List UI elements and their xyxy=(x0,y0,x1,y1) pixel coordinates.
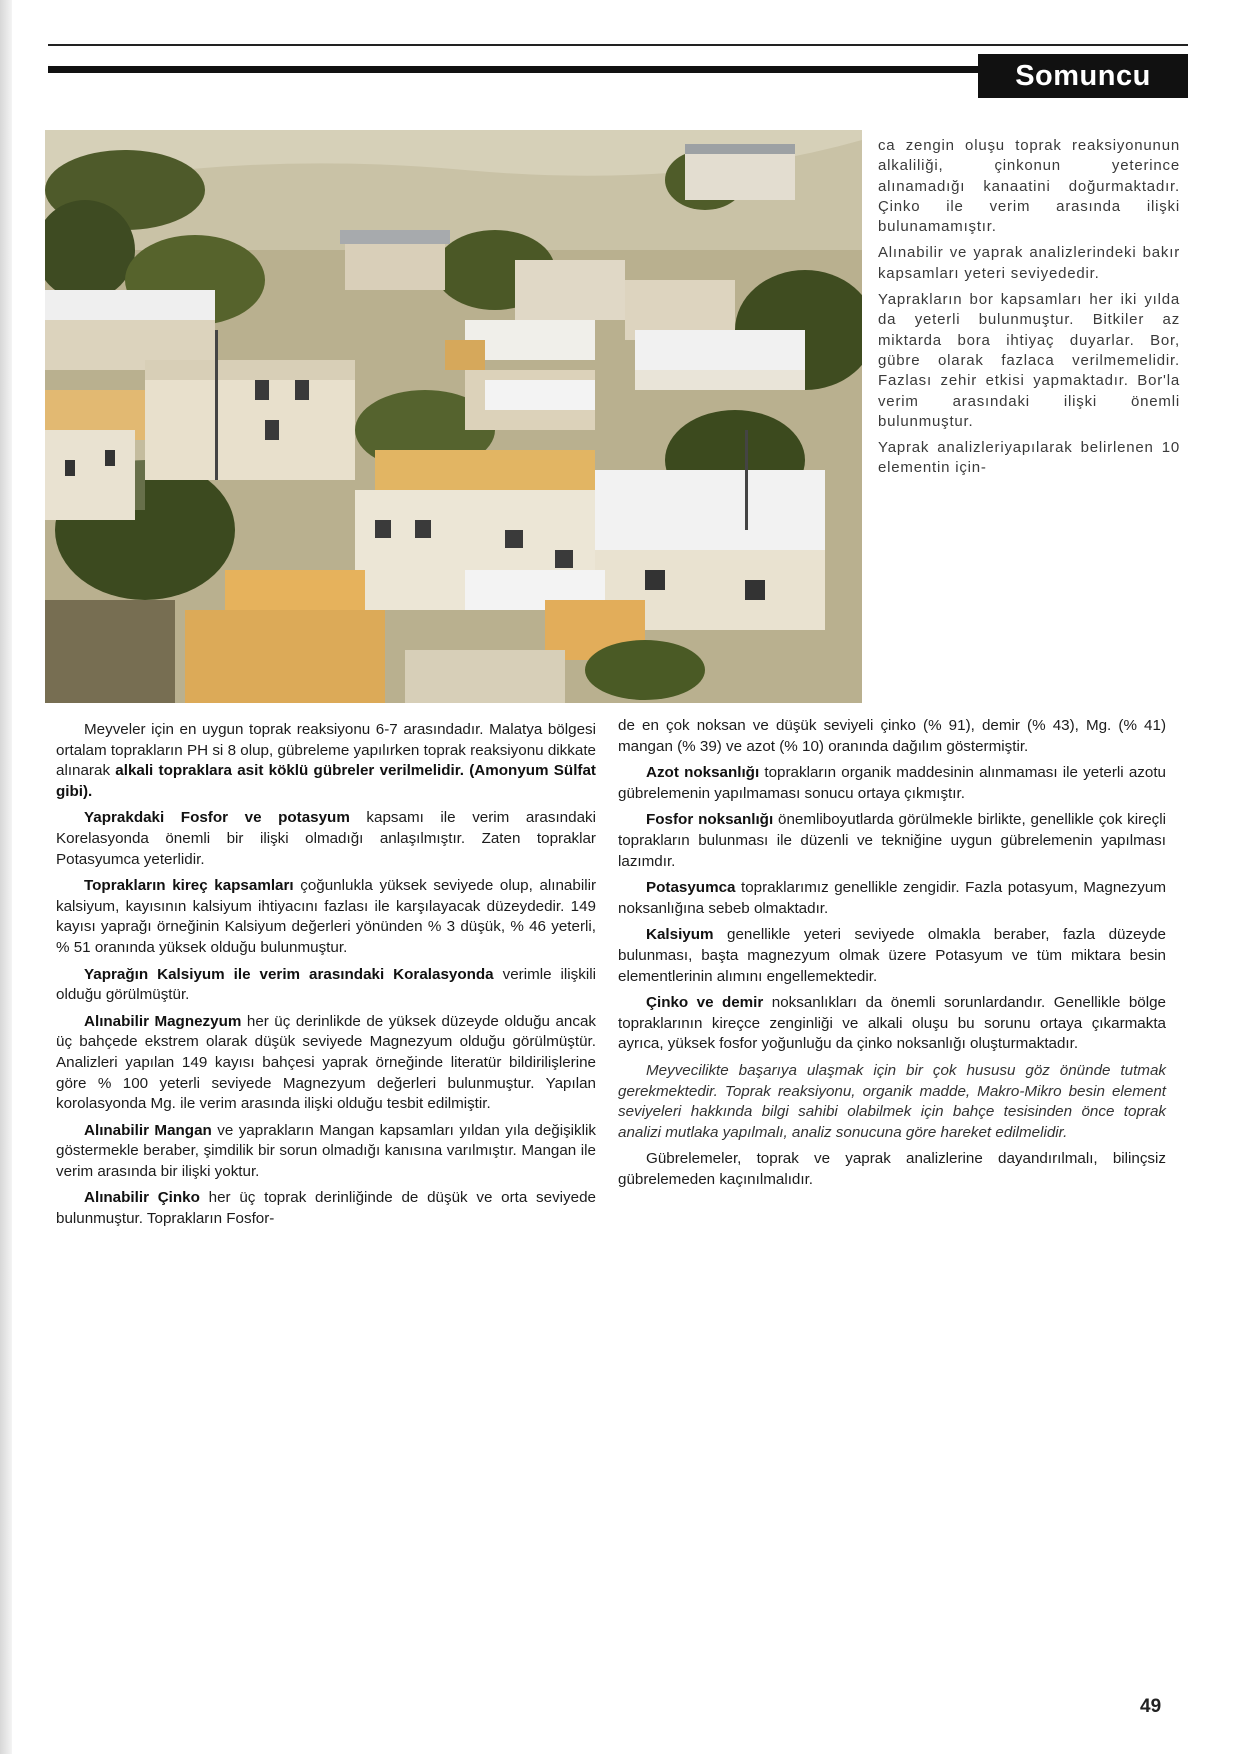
paragraph-bold: Azot noksanlığı xyxy=(646,764,760,782)
paragraph-text: ve yaprakların Mangan kapsamları yıldan yıla değişiklik göstermekle beraber, şimdilik bir sorun olmadığı kanısına varılmıştır. Mangan ile verim arasında bir ilişki yoktur. xyxy=(56,1121,596,1180)
magazine-brand: Somuncu Baba xyxy=(978,54,1188,98)
paragraph xyxy=(56,876,596,958)
paragraph-text: topraklarımız genellikle zengidir. Fazla potasyum, Magnezyum noksanlığına sebeb olmaktadır. xyxy=(618,879,1166,917)
paragraph-bold: Yaprakdaki Fosfor ve potasyum xyxy=(84,809,350,827)
paragraph-bold: alkali topraklara asit köklü gübreler verilmelidir. (Amonyum Sülfat gibi). xyxy=(56,762,596,800)
paragraph-bold: Alınabilir Çinko xyxy=(84,1189,200,1207)
paragraph-text: önemliboyutlarda görülmekle birlikte, genellikle çok kireçli toprakların bulunması ile düzenli ve tekniğine uygun gübrelemenin yapılması lazımdır. xyxy=(618,811,1166,870)
paragraph-text: çoğunlukla yüksek seviyede olup, alınabilir kalsiyum, kayısının kalsiyum ihtiyacını fazlası ile karşılayacak düzeydedir. 149 kayısı yaprağı örneğinin Kalsiyum değerleri yönünden % 3 düşük, % 46 yeterli, % 51 oranında yüksek olduğu bulunmuştur. xyxy=(56,877,596,956)
paragraph xyxy=(56,1188,596,1229)
paragraph: Alınabilir ve yaprak analizlerindeki bakır kapsamları yeteri seviyededir. xyxy=(878,244,1180,282)
paragraph: Gübrelemeler, toprak ve yaprak analizlerine dayandırılmalı, bilinçsiz gübrelemeden kaçınılmalıdır. xyxy=(618,1150,1166,1188)
paragraph-text: kapsamı ile verim arasındaki Korelasyonda önemli bir ilişki olmadığı anlaşılmıştır. Zaten topraklar Potasyumca yeterlidir. xyxy=(56,809,596,868)
paragraph-bold: Alınabilir Mangan xyxy=(84,1121,212,1139)
paragraph-bold: Alınabilir Magnezyum xyxy=(84,1012,242,1030)
paragraph-text: her üç derinlikde de yüksek düzeyde olduğu ancak üç bahçede ekstrem olarak düşük seviyede Magnezyum olduğu görülmüştür. Analizleri yapılan 149 kayısı bahçesi yaprak örneğinde literatür bildirilişlerine göre % 100 yeterli seviyede Magnezyum değerleri bulunmuştur. Yapılan korolasyonda Mg. ile verim arasında ilişki olduğu tesbit edilmiştir. xyxy=(56,1012,596,1113)
header-rule-thick xyxy=(48,66,988,73)
paragraph xyxy=(618,878,1166,919)
left-column xyxy=(56,720,596,1236)
paragraph-bold: Potasyumca xyxy=(646,879,736,897)
page-number: 49 xyxy=(1140,1696,1162,1717)
paragraph xyxy=(56,1012,596,1115)
paragraph xyxy=(618,810,1166,872)
paragraph: ca zengin oluşu toprak reaksiyonunun alkaliliği, çinkonun yeterince alınamadığı kanaatini doğurmaktadır. Çinko ile verim arasında ilişki bulunamamıştır. xyxy=(878,137,1180,236)
paragraph-bold: Toprakların kireç kapsamları xyxy=(84,877,294,895)
paragraph-text: genellikle yeteri seviyede olmakla beraber, fazla düzeyde bulunması, başta magnezyum olmak üzere Potasyum ve tüm miktara besin elementlerinin alımını engellemektedir. xyxy=(618,926,1166,985)
paragraph-bold: Yaprağın Kalsiyum ile verim arasındaki Koralasyonda xyxy=(84,965,494,983)
paragraph xyxy=(618,925,1166,987)
village-photo xyxy=(45,130,862,703)
paragraph: de en çok noksan ve düşük seviyeli çinko (% 91), demir (% 43), Mg. (% 41) mangan (% 39) ve azot (% 10) oranında dağılım göstermiştir. xyxy=(618,717,1166,755)
right-column xyxy=(618,716,1166,1196)
paragraph xyxy=(618,993,1166,1055)
paragraph-text: verimle ilişkili olduğu görülmüştür. xyxy=(56,965,596,1004)
paragraph xyxy=(618,763,1166,804)
paragraph xyxy=(56,808,596,870)
paragraph-text: noksanlıkları da önemli sorunlardandır. Genellikle bölge topraklarının kireçce zenginliği ve alkali oluşu bu sorunu ortaya çıkarmakta ayrıca, yüksek fosfor yoğunluğu da çinko noksanlığı oluşturmaktadır. xyxy=(618,994,1166,1053)
paragraph xyxy=(56,965,596,1006)
paragraph-text: Meyveler için en uygun toprak reaksiyonu 6-7 arasındadır. Malatya bölgesi ortalam toprakların PH si 8 olup, gübreleme yapılırken toprak reaksiyonu dikkate alınarak xyxy=(56,721,596,780)
paragraph-text: her üç toprak derinliğinde de düşük ve orta seviyede bulunmuştur. Toprakların Fosfor- xyxy=(56,1189,596,1228)
top-right-column xyxy=(878,136,1180,485)
paragraph-bold: Fosfor noksanlığı xyxy=(646,811,774,829)
paragraph-text: toprakların organik maddesinin alınmaması ile yeterli azotu gübrelemenin yapılmaması sonucu ortaya çıkmıştır. xyxy=(618,764,1166,802)
page-edge-shadow xyxy=(0,0,12,1754)
header-rule-thin xyxy=(48,44,1188,46)
paragraph: Yaprakların bor kapsamları her iki yılda da yeterli bulunmuştur. Bitkiler az miktarda bora ihtiyaç duyarlar. Bor, gübre olarak fazlaca verilmemelidir. Fazlası zehir etkisi yapmaktadır. Bor'la verim arasındaki ilişki önemli bulunmuştur. xyxy=(878,291,1180,430)
paragraph-bold: Kalsiyum xyxy=(646,926,714,944)
paragraph: Yaprak analizleriyapılarak belirlenen 10 elementin için- xyxy=(878,439,1180,477)
paragraph xyxy=(56,1121,596,1183)
conclusion-italic: Meyvecilikte başarıya ulaşmak için bir çok hususu göz önünde tutmak gerekmektedir. Toprak reaksiyonu, organik madde, Makro-Mikro besin element seviyeleri hakkında bilgi sahibi olabilmek için bahçe tesisinden önce toprak analizi mutlaka yapılmalı, analiz sonucuna göre hareket edilmelidir. xyxy=(618,1061,1166,1141)
paragraph-bold: Çinko ve demir xyxy=(646,994,764,1012)
paragraph xyxy=(56,720,596,802)
